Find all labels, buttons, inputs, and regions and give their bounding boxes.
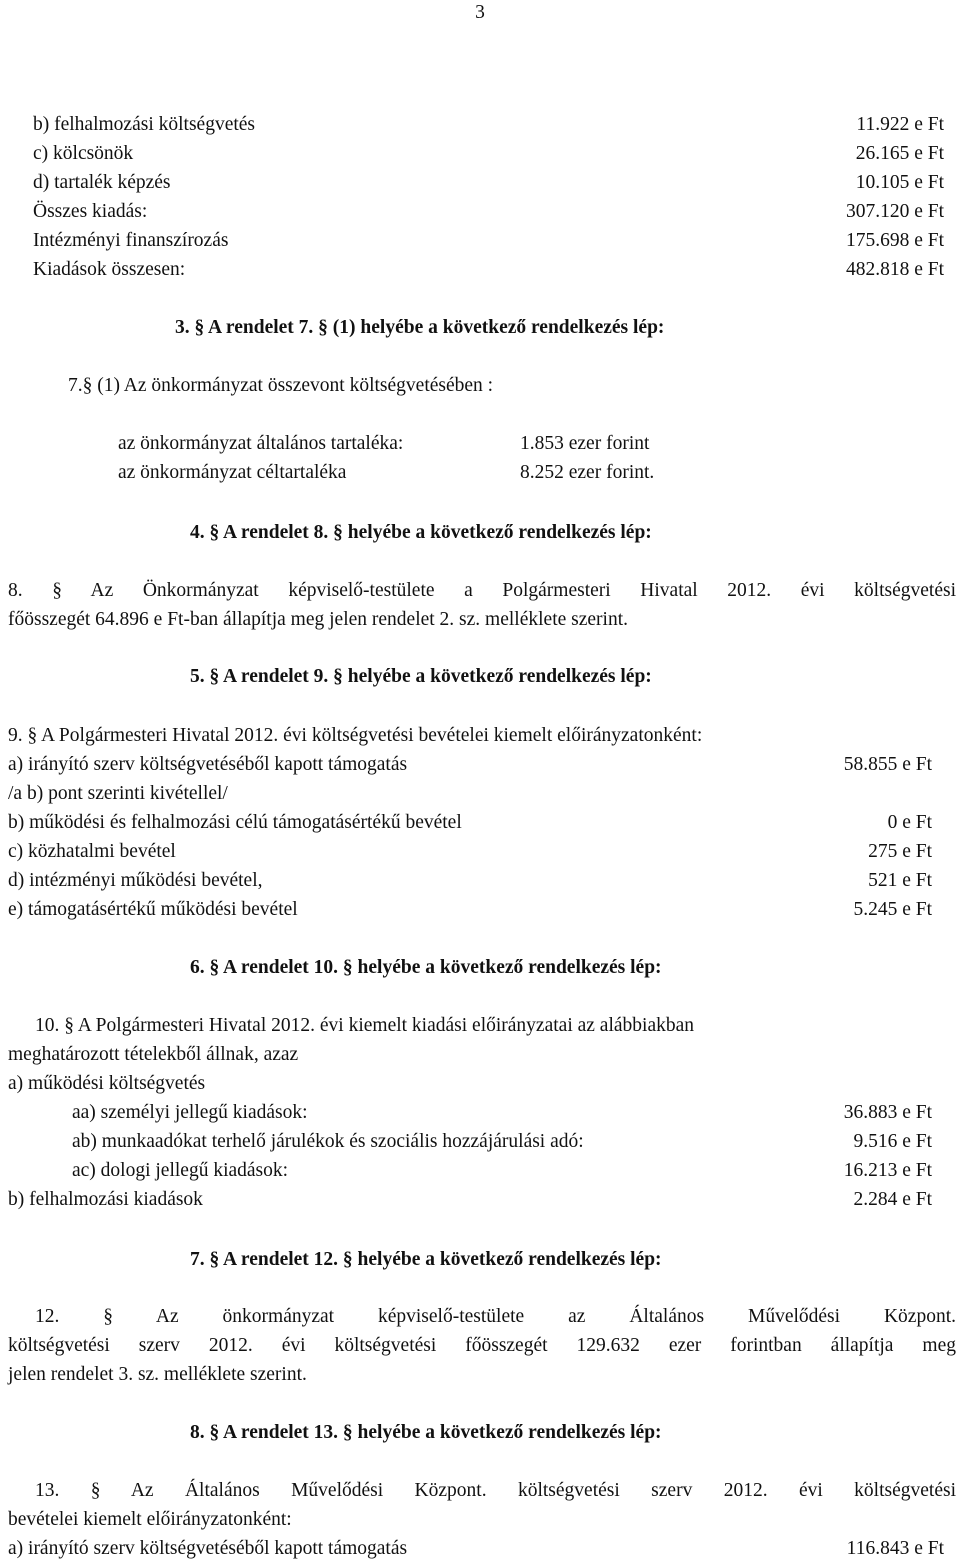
expense-label: b) felhalmozási kiadások	[8, 1189, 203, 1210]
revenue-value: 58.855 e Ft	[843, 754, 932, 775]
revenue-value: 116.843 e Ft	[846, 1538, 944, 1559]
budget-label: c) kölcsönök	[33, 143, 134, 164]
paragraph-line: 7.§ (1) Az önkormányzat összevont költségvetésében :	[68, 375, 494, 396]
budget-value: 10.105 e Ft	[855, 172, 944, 193]
paragraph-line: 13. § Az Általános Művelődési Központ. költségvetési szerv 2012. évi költségvetési	[35, 1480, 956, 1501]
reserve-label: az önkormányzat általános tartaléka:	[118, 433, 404, 454]
revenue-value: 5.245 e Ft	[853, 899, 932, 920]
section-heading: 8. § A rendelet 13. § helyébe a következő rendelkezés lép:	[190, 1422, 662, 1443]
expense-value: 36.883 e Ft	[843, 1102, 932, 1123]
revenue-label: d) intézményi működési bevétel,	[8, 870, 263, 891]
expense-label: ab) munkaadókat terhelő járulékok és szociális hozzájárulási adó:	[72, 1131, 584, 1152]
expense-value: 9.516 e Ft	[853, 1131, 932, 1152]
budget-label: Intézményi finanszírozás	[33, 230, 229, 251]
subheading: a) működési költségvetés	[8, 1073, 206, 1094]
revenue-value: 0 e Ft	[887, 812, 932, 833]
section-heading: 6. § A rendelet 10. § helyébe a következő rendelkezés lép:	[190, 957, 662, 978]
budget-value: 307.120 e Ft	[845, 201, 944, 222]
paragraph-line: 12. § Az önkormányzat képviselő-testülete az Általános Művelődési Központ.	[35, 1306, 956, 1327]
expense-value: 2.284 e Ft	[853, 1189, 932, 1210]
paragraph-line: meghatározott tételekből állnak, azaz	[8, 1044, 299, 1065]
section-heading: 4. § A rendelet 8. § helyébe a következő rendelkezés lép:	[190, 522, 652, 543]
budget-value: 175.698 e Ft	[845, 230, 944, 251]
paragraph-line: jelen rendelet 3. sz. melléklete szerint.	[8, 1364, 307, 1385]
section-heading: 5. § A rendelet 9. § helyébe a következő rendelkezés lép:	[190, 666, 652, 687]
paragraph-line: 9. § A Polgármesteri Hivatal 2012. évi költségvetési bevételei kiemelt előirányzatonként:	[8, 725, 703, 746]
revenue-value: 275 e Ft	[868, 841, 932, 862]
budget-value: 26.165 e Ft	[855, 143, 944, 164]
paragraph-line: költségvetési szerv 2012. évi költségvetési főösszegét 129.632 ezer forintban állapítja meg	[8, 1335, 956, 1356]
page-number: 3	[475, 2, 485, 23]
revenue-label: b) működési és felhalmozási célú támogatásértékű bevétel	[8, 812, 462, 833]
reserve-label: az önkormányzat céltartaléka	[118, 462, 347, 483]
expense-value: 16.213 e Ft	[843, 1160, 932, 1181]
section-heading: 7. § A rendelet 12. § helyébe a következő rendelkezés lép:	[190, 1249, 662, 1270]
paragraph-line: /a b) pont szerinti kivétellel/	[8, 783, 228, 804]
budget-value: 482.818 e Ft	[845, 259, 944, 280]
paragraph-line: főösszegét 64.896 e Ft-ban állapítja meg jelen rendelet 2. sz. melléklete szerint.	[8, 609, 628, 630]
paragraph-line: bevételei kiemelt előirányzatonként:	[8, 1509, 292, 1530]
expense-label: ac) dologi jellegű kiadások:	[72, 1160, 289, 1181]
reserve-value: 1.853 ezer forint	[520, 433, 650, 454]
budget-label: b) felhalmozási költségvetés	[33, 114, 256, 135]
revenue-value: 521 e Ft	[868, 870, 932, 891]
revenue-label: c) közhatalmi bevétel	[8, 841, 176, 862]
revenue-label: a) irányító szerv költségvetéséből kapott támogatás	[8, 754, 408, 775]
paragraph-line: 8. § Az Önkormányzat képviselő-testülete a Polgármesteri Hivatal 2012. évi költségvetési	[8, 580, 956, 601]
paragraph-line: 10. § A Polgármesteri Hivatal 2012. évi kiemelt kiadási előirányzatai az alábbiakban	[35, 1015, 695, 1036]
budget-label: Kiadások összesen:	[33, 259, 186, 280]
revenue-label: a) irányító szerv költségvetéséből kapott támogatás	[8, 1538, 408, 1559]
budget-label: Összes kiadás:	[33, 201, 148, 222]
reserve-value: 8.252 ezer forint.	[520, 462, 655, 483]
budget-value: 11.922 e Ft	[856, 114, 944, 135]
revenue-label: e) támogatásértékű működési bevétel	[8, 899, 298, 920]
expense-label: aa) személyi jellegű kiadások:	[72, 1102, 308, 1123]
section-heading: 3. § A rendelet 7. § (1) helyébe a következő rendelkezés lép:	[175, 317, 665, 338]
budget-label: d) tartalék képzés	[33, 172, 171, 193]
